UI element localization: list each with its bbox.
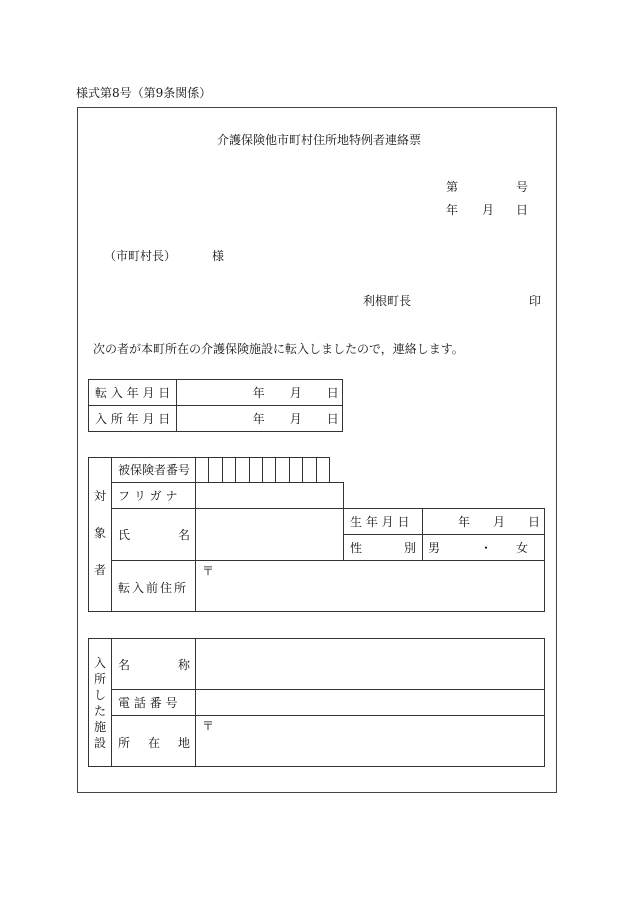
date-year: 年 bbox=[446, 203, 459, 217]
move-in-date-row bbox=[89, 380, 343, 406]
insured-number-digit-box[interactable] bbox=[222, 458, 235, 482]
facility-name-label-right: 称 bbox=[178, 658, 191, 672]
birth-date-input[interactable] bbox=[422, 508, 545, 535]
gender-select[interactable] bbox=[422, 534, 545, 561]
location-label-a: 所 bbox=[118, 736, 131, 750]
admission-year-unit: 年 bbox=[252, 411, 265, 426]
move-in-year-unit: 年 bbox=[252, 385, 265, 400]
furigana-input[interactable] bbox=[195, 482, 344, 509]
doc-no-suffix: 号 bbox=[516, 180, 529, 194]
gender-male[interactable]: 男 bbox=[428, 541, 441, 555]
gender-female[interactable]: 女 bbox=[516, 541, 529, 555]
insured-number-digit-box[interactable] bbox=[196, 458, 208, 482]
birth-label-cell bbox=[343, 508, 423, 535]
date-month: 月 bbox=[482, 203, 495, 217]
location-label-cell bbox=[111, 715, 196, 767]
birth-month-unit: 月 bbox=[493, 515, 506, 529]
sender-name: 利根町長 bbox=[363, 294, 412, 308]
prev-address-label-cell bbox=[111, 560, 196, 612]
facility-group-char-6: 設 bbox=[94, 736, 107, 750]
addressee-name: （市町村長） bbox=[104, 249, 177, 263]
move-in-date-label: 転 入 年 月 日 bbox=[89, 380, 177, 406]
facility-name-label-left: 名 bbox=[118, 658, 131, 672]
form-number: 様式第8号（第9条関係） bbox=[76, 86, 212, 100]
move-in-month-unit: 月 bbox=[289, 385, 302, 400]
insured-number-label: 被保険者番号 bbox=[118, 463, 191, 477]
location-input[interactable] bbox=[195, 715, 545, 767]
seal-mark: 印 bbox=[529, 294, 542, 308]
facility-group-char-5: 施 bbox=[94, 720, 107, 734]
insured-number-digit-box[interactable] bbox=[289, 458, 302, 482]
phone-label-cell bbox=[111, 689, 196, 716]
gender-separator: ・ bbox=[480, 541, 493, 555]
insured-number-digit-box[interactable] bbox=[275, 458, 288, 482]
admission-month-unit: 月 bbox=[289, 411, 302, 426]
postal-mark: 〒 bbox=[202, 564, 215, 578]
move-in-day-unit: 日 bbox=[326, 385, 339, 400]
gender-label-left: 性 bbox=[350, 541, 363, 555]
phone-input[interactable] bbox=[195, 689, 545, 716]
name-label-right: 名 bbox=[178, 528, 191, 542]
facility-name-label-cell bbox=[111, 638, 196, 690]
phone-label: 電 話 番 号 bbox=[118, 696, 178, 710]
insured-number-input[interactable] bbox=[195, 457, 330, 483]
insured-number-digit-box[interactable] bbox=[235, 458, 248, 482]
birth-day-unit: 日 bbox=[528, 515, 541, 529]
furigana-label-cell bbox=[111, 482, 196, 509]
insured-number-digit-box[interactable] bbox=[262, 458, 275, 482]
facility-group-char-4: た bbox=[94, 704, 107, 718]
facility-group-char-1: 入 bbox=[94, 656, 107, 670]
move-in-date-field[interactable] bbox=[176, 380, 342, 406]
insured-number-label-cell bbox=[111, 457, 196, 483]
gender-label-right: 別 bbox=[404, 541, 417, 555]
gender-label-cell bbox=[343, 534, 423, 561]
addressee-honorific: 様 bbox=[212, 249, 225, 263]
insured-number-digit-box[interactable] bbox=[208, 458, 221, 482]
prev-address-input[interactable] bbox=[195, 560, 545, 612]
form-title: 介護保険他市町村住所地特例者連絡票 bbox=[217, 133, 422, 147]
name-input[interactable] bbox=[195, 508, 344, 561]
doc-no-prefix: 第 bbox=[446, 180, 459, 194]
date-day: 日 bbox=[516, 203, 529, 217]
subject-group-char-3: 者 bbox=[94, 563, 107, 577]
insured-number-digit-box[interactable] bbox=[302, 458, 315, 482]
subject-group-char-2: 象 bbox=[94, 526, 107, 540]
notice-text: 次の者が本町所在の介護保険施設に転入しましたので，連絡します。 bbox=[93, 342, 464, 356]
admission-day-unit: 日 bbox=[326, 411, 339, 426]
name-label-cell bbox=[111, 508, 196, 561]
birth-year-unit: 年 bbox=[458, 515, 471, 529]
admission-date-row bbox=[89, 406, 343, 432]
insured-number-digit-box[interactable] bbox=[249, 458, 262, 482]
dates-table bbox=[88, 379, 343, 432]
facility-group-char-3: し bbox=[94, 688, 107, 702]
birth-label: 生 年 月 日 bbox=[350, 515, 410, 529]
location-label-c: 地 bbox=[178, 736, 191, 750]
facility-group-char-2: 所 bbox=[94, 672, 107, 686]
subject-group-char-1: 対 bbox=[94, 489, 107, 503]
location-label-b: 在 bbox=[148, 736, 161, 750]
facility-postal-mark: 〒 bbox=[202, 719, 215, 733]
name-label-left: 氏 bbox=[118, 528, 131, 542]
furigana-label: フ リ ガ ナ bbox=[118, 489, 178, 503]
prev-address-label: 転入前住所 bbox=[118, 581, 189, 595]
facility-name-input[interactable] bbox=[195, 638, 545, 690]
admission-date-field[interactable] bbox=[176, 406, 342, 432]
admission-date-label: 入 所 年 月 日 bbox=[89, 406, 177, 432]
insured-number-digit-box[interactable] bbox=[316, 458, 329, 482]
